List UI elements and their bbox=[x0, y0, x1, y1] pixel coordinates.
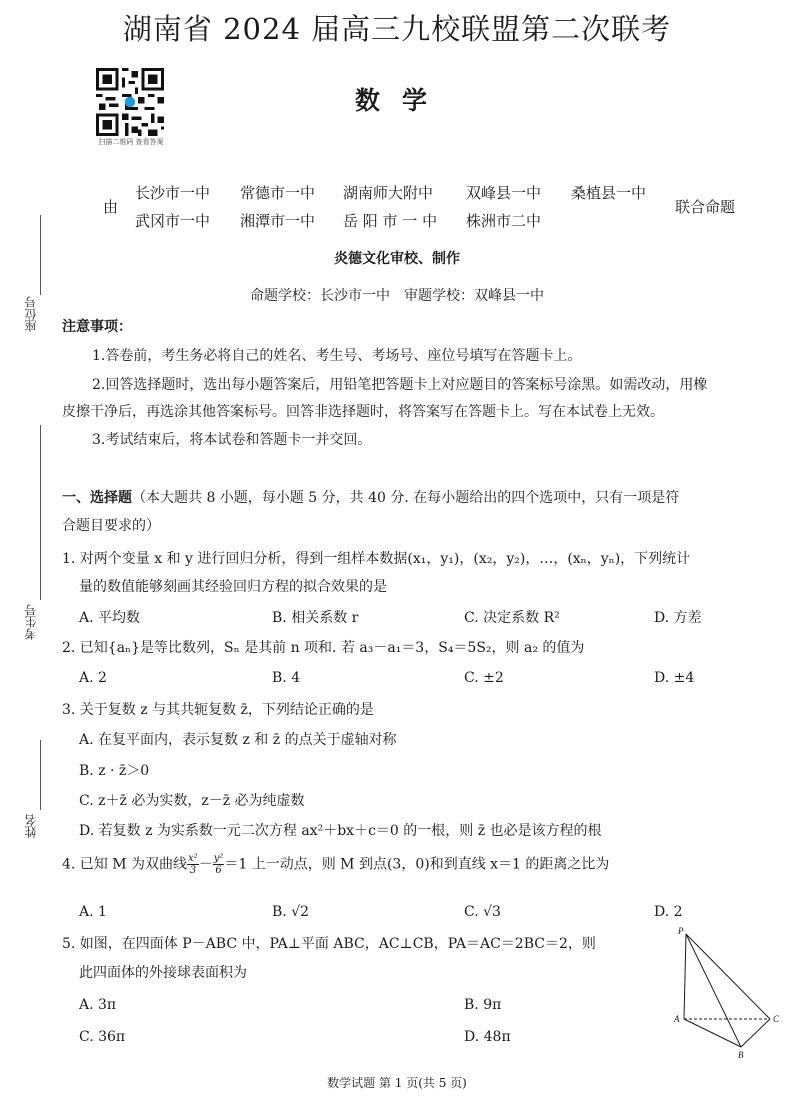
vertex-label-a: A bbox=[674, 1014, 680, 1024]
option: B. 相关系数 r bbox=[272, 610, 359, 626]
notice-item: 2.回答选择题时，选出每小题答案后，用铅笔把答题卡上对应题目的答案标号涂黑。如需改动，用橡 bbox=[92, 377, 708, 393]
edge-bc bbox=[741, 1019, 770, 1047]
option: C. 36π bbox=[79, 1029, 126, 1045]
question-5: 5. 如图，在四面体 P－ABC 中，PA⊥平面 ABC，AC⊥CB，PA＝AC＝2BC＝2，则 bbox=[62, 936, 596, 952]
page-footer: 数学试题 第 1 页(共 5 页) bbox=[327, 1076, 467, 1090]
section-desc-cont: 合题目要求的） bbox=[62, 518, 160, 534]
option: A. 1 bbox=[79, 904, 107, 920]
school: 株洲市二中 bbox=[466, 212, 542, 230]
qr-caption: 扫描二维码 查看答案 bbox=[98, 138, 164, 146]
name-label: 姓名 bbox=[24, 814, 38, 838]
question-1-cont: 量的数值能够刻画其经验回归方程的拟合效果的是 bbox=[79, 579, 387, 595]
exam-no-label: 考生号 bbox=[24, 604, 38, 640]
school: 武冈市一中 bbox=[135, 212, 211, 230]
question-3: 3. 关于复数 z 与其共轭复数 z̄，下列结论正确的是 bbox=[62, 702, 374, 718]
question-4-suffix: ＝1 上一动点，则 M 到点(3，0)和到直线 x＝1 的距离之比为 bbox=[224, 856, 610, 873]
option: B. z · z̄＞0 bbox=[79, 763, 150, 779]
option: C. √3 bbox=[464, 904, 501, 920]
tetrahedron-figure bbox=[668, 922, 788, 1062]
frac-den: 3 bbox=[189, 865, 197, 876]
question-4-prefix: 4. 已知 M 为双曲线 bbox=[62, 856, 188, 873]
option: D. 2 bbox=[654, 904, 683, 920]
seat-line bbox=[40, 215, 41, 295]
seat-label: 座位号 bbox=[24, 296, 38, 332]
exam-title: 湖南省 2024 届高三九校联盟第二次联考 bbox=[122, 12, 672, 46]
option: C. 决定系数 R² bbox=[464, 610, 560, 626]
option: D. 48π bbox=[464, 1029, 511, 1045]
producer-line: 炎德文化审校、制作 bbox=[334, 251, 460, 267]
option: A. 在复平面内，表示复数 z 和 z̄ 的点关于虚轴对称 bbox=[79, 732, 397, 748]
qr-code-icon bbox=[96, 68, 164, 136]
option: D. 方差 bbox=[654, 610, 702, 626]
organizer-suffix: 联合命题 bbox=[675, 198, 736, 216]
vertex-label-b: B bbox=[738, 1050, 744, 1060]
school: 桑植县一中 bbox=[571, 184, 647, 202]
exam-no-line bbox=[40, 425, 41, 600]
vertex-label-c: C bbox=[773, 1014, 780, 1024]
notice-item: 1.答卷前，考生务必将自己的姓名、考生号、考场号、座位号填写在答题卡上。 bbox=[92, 348, 582, 364]
section-desc: （本大题共 8 小题，每小题 5 分，共 40 分. 在每小题给出的四个选项中，只有一项是符 bbox=[132, 490, 680, 506]
notice-item: 3.考试结束后，将本试卷和答题卡一并交回。 bbox=[92, 432, 372, 448]
edge-pc bbox=[686, 934, 770, 1019]
school: 常德市一中 bbox=[240, 184, 316, 202]
edge-pa bbox=[684, 934, 686, 1019]
organizer-prefix: 由 bbox=[103, 198, 119, 216]
fraction-x2-over-3 bbox=[187, 853, 199, 876]
option: D. 若复数 z 为实系数一元二次方程 ax²＋bx＋c＝0 的一根，则 z̄ 也必是该方程的根 bbox=[79, 823, 602, 839]
proposer-line: 命题学校：长沙市一中 审题学校：双峰县一中 bbox=[250, 288, 544, 304]
notice-heading: 注意事项： bbox=[62, 319, 132, 335]
frac-num: x² bbox=[188, 853, 198, 864]
option: D. ±4 bbox=[654, 670, 695, 686]
edge-pb bbox=[686, 934, 741, 1047]
notice-item: 皮擦干净后，再选涂其他答案标号。回答非选择题时，将答案写在答题卡上。写在本试卷上无效。 bbox=[62, 404, 664, 420]
frac-den: 6 bbox=[215, 865, 222, 876]
option: C. z＋z̄ 必为实数，z－z̄ 必为纯虚数 bbox=[79, 793, 305, 809]
fraction-y2-over-6 bbox=[213, 853, 225, 876]
question-4 bbox=[62, 853, 609, 876]
option: B. 9π bbox=[464, 997, 502, 1013]
question-2: 2. 已知{aₙ}是等比数列，Sₙ 是其前 n 项和. 若 a₃－a₁＝3，S₄＝5S₂，则 a₂ 的值为 bbox=[62, 640, 585, 656]
option: B. √2 bbox=[272, 904, 310, 920]
subject-title: 数学 bbox=[355, 86, 450, 115]
option: A. 2 bbox=[79, 670, 107, 686]
section-heading bbox=[62, 489, 679, 508]
option: A. 3π bbox=[79, 997, 117, 1013]
school: 湖南师大附中 bbox=[343, 184, 434, 202]
vertex-label-p: P bbox=[678, 926, 684, 936]
edge-ab bbox=[684, 1019, 741, 1047]
question-5-cont: 此四面体的外接球表面积为 bbox=[79, 965, 247, 981]
option: A. 平均数 bbox=[79, 610, 141, 626]
school: 湘潭市一中 bbox=[240, 212, 316, 230]
question-1: 1. 对两个变量 x 和 y 进行回归分析，得到一组样本数据(x₁，y₁)，(x₂，y₂)，…，(xₙ，yₙ)，下列统计 bbox=[62, 551, 691, 567]
school: 长沙市一中 bbox=[135, 184, 211, 202]
school: 岳 阳 市 一 中 bbox=[343, 212, 438, 230]
school: 双峰县一中 bbox=[466, 184, 542, 202]
frac-num: y² bbox=[213, 853, 224, 864]
section-title: 一、选择题 bbox=[62, 490, 132, 506]
option: B. 4 bbox=[272, 670, 301, 686]
option: C. ±2 bbox=[464, 670, 504, 686]
name-line bbox=[40, 740, 41, 810]
minus-sign: － bbox=[198, 856, 213, 873]
